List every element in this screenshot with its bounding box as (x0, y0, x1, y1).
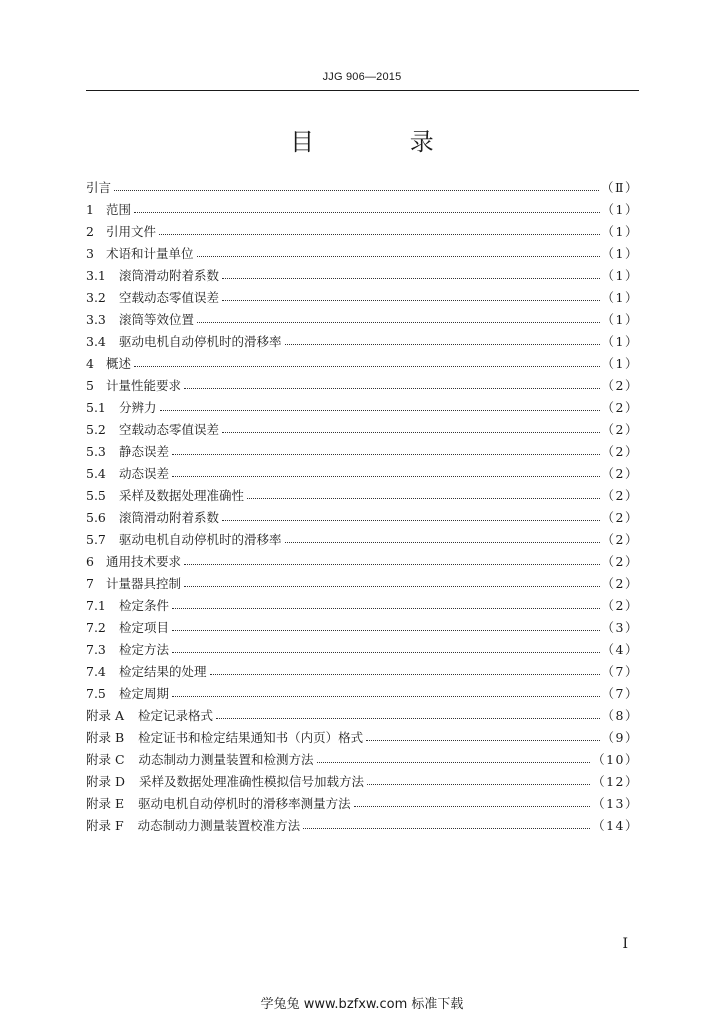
toc-entry[interactable] (86, 198, 639, 220)
toc-entry-page: （1） (601, 312, 639, 327)
toc-entry-page: （14） (592, 818, 639, 833)
toc-entry-label: 通用技术要求 (106, 554, 182, 569)
dot-leader (172, 608, 600, 609)
toc-entry-title (86, 464, 169, 482)
toc-entry-number: 5.3 (86, 444, 106, 459)
toc-entry-number: 2 (86, 224, 94, 239)
toc-entry[interactable] (86, 440, 639, 462)
toc-entry-title (86, 750, 314, 768)
toc-entry[interactable] (86, 638, 639, 660)
dot-leader (134, 366, 600, 367)
toc-entry-number: 7.5 (86, 686, 106, 701)
toc-entry-title (86, 596, 169, 614)
toc-entry-page: （2） (601, 532, 639, 547)
dot-leader (184, 564, 600, 565)
toc-entry-label: 驱动电机自动停机时的滑移率测量方法 (138, 796, 351, 811)
toc-entry-page: （2） (601, 510, 639, 525)
dot-leader (222, 432, 600, 433)
toc-entry-title (86, 200, 131, 218)
toc-entry-title (86, 178, 111, 196)
dot-leader (285, 542, 600, 543)
toc-entry-title (86, 552, 181, 570)
toc-entry-title (86, 662, 207, 680)
toc-entry-page: （13） (592, 796, 639, 811)
toc-entry-title (86, 684, 169, 702)
toc-entry[interactable] (86, 682, 639, 704)
page-title: 目 录 (290, 128, 478, 156)
toc-entry-page: （1） (601, 356, 639, 371)
toc-entry-page: （12） (592, 774, 639, 789)
toc-entry-title (86, 244, 194, 262)
dot-leader (160, 410, 600, 411)
toc-entry[interactable] (86, 792, 639, 814)
toc-entry-title (86, 728, 363, 746)
toc-entry-title (86, 640, 169, 658)
toc-entry-title (86, 354, 131, 372)
toc-entry-title (86, 288, 219, 306)
toc-entry-number: 5.4 (86, 466, 106, 481)
toc-entry-title (86, 794, 351, 812)
toc-entry-label: 空载动态零值误差 (119, 290, 220, 305)
header-rule (86, 90, 639, 91)
table-of-contents (86, 176, 639, 836)
toc-entry-number: 7.3 (86, 642, 106, 657)
toc-entry-page: （8） (601, 708, 639, 723)
toc-entry[interactable] (86, 550, 639, 572)
toc-entry-number: 5.7 (86, 532, 106, 547)
dot-leader (354, 806, 590, 807)
toc-entry-label: 检定周期 (119, 686, 170, 701)
toc-entry-page: （1） (601, 290, 639, 305)
toc-entry-label: 驱动电机自动停机时的滑移率 (119, 532, 282, 547)
toc-entry[interactable] (86, 418, 639, 440)
toc-entry-label: 检定记录格式 (138, 708, 214, 723)
toc-entry-label: 分辨力 (119, 400, 157, 415)
toc-entry-number: 附录 A (86, 708, 125, 723)
toc-entry[interactable] (86, 176, 639, 198)
toc-entry-label: 动态制动力测量装置校准方法 (137, 818, 301, 833)
toc-entry-label: 概述 (106, 356, 132, 371)
toc-entry[interactable] (86, 352, 639, 374)
page-number: Ⅰ (622, 936, 628, 952)
toc-entry-title (86, 574, 181, 592)
toc-entry[interactable] (86, 704, 639, 726)
toc-entry-number: 7 (86, 576, 94, 591)
toc-entry-label: 范围 (106, 202, 132, 217)
toc-entry-page: （2） (601, 598, 639, 613)
toc-entry-number: 7.1 (86, 598, 106, 613)
dot-leader (184, 586, 600, 587)
toc-entry-page: （9） (601, 730, 639, 745)
toc-entry-number: 3.1 (86, 268, 106, 283)
toc-entry-label: 引用文件 (106, 224, 157, 239)
toc-entry[interactable] (86, 286, 639, 308)
dot-leader (222, 520, 600, 521)
toc-entry-number: 7.4 (86, 664, 106, 679)
toc-entry[interactable] (86, 308, 639, 330)
toc-entry-page: （1） (601, 246, 639, 261)
toc-entry-number: 1 (86, 202, 94, 217)
toc-entry[interactable] (86, 484, 639, 506)
toc-entry-page: （1） (601, 202, 639, 217)
toc-entry-number: 5.2 (86, 422, 106, 437)
toc-entry-title (86, 376, 181, 394)
dot-leader (216, 718, 600, 719)
dot-leader (222, 278, 600, 279)
dot-leader (222, 300, 600, 301)
dot-leader (172, 696, 600, 697)
toc-entry[interactable] (86, 242, 639, 264)
toc-entry-title (86, 398, 157, 416)
toc-entry-label: 计量器具控制 (106, 576, 182, 591)
toc-entry-page: （2） (601, 488, 639, 503)
dot-leader (134, 212, 600, 213)
toc-entry-title (86, 530, 282, 548)
toc-entry-label: 空载动态零值误差 (119, 422, 220, 437)
toc-entry[interactable] (86, 462, 639, 484)
toc-entry[interactable] (86, 726, 639, 748)
toc-entry-page: （4） (601, 642, 639, 657)
dot-leader (114, 190, 599, 191)
toc-entry-label: 检定结果的处理 (119, 664, 207, 679)
standard-code: JJG 906—2015 (322, 71, 402, 83)
toc-entry-page: （1） (601, 268, 639, 283)
toc-entry-label: 静态误差 (119, 444, 170, 459)
dot-leader (210, 674, 600, 675)
dot-leader (159, 234, 600, 235)
toc-entry-page: （1） (601, 224, 639, 239)
toc-entry-number: 4 (86, 356, 94, 371)
toc-entry-page: （2） (601, 400, 639, 415)
toc-entry-number: 5.1 (86, 400, 106, 415)
toc-entry-label: 采样及数据处理准确性模拟信号加载方法 (139, 774, 365, 789)
toc-entry-label: 动态误差 (119, 466, 170, 481)
toc-entry-title (86, 618, 169, 636)
toc-entry[interactable] (86, 814, 639, 836)
toc-entry-title (86, 442, 169, 460)
toc-entry-label: 检定方法 (119, 642, 170, 657)
toc-entry[interactable] (86, 506, 639, 528)
toc-entry-number: 5.6 (86, 510, 106, 525)
toc-entry[interactable] (86, 594, 639, 616)
toc-entry-label: 检定证书和检定结果通知书（内页）格式 (138, 730, 364, 745)
toc-entry-page: （7） (601, 664, 639, 679)
toc-entry-page: （2） (601, 576, 639, 591)
dot-leader (172, 476, 600, 477)
toc-entry-title (86, 772, 364, 790)
toc-entry[interactable] (86, 396, 639, 418)
dot-leader (197, 322, 600, 323)
toc-entry-page: （10） (592, 752, 639, 767)
toc-entry[interactable] (86, 660, 639, 682)
dot-leader (367, 784, 590, 785)
toc-entry-title (86, 266, 219, 284)
toc-entry-number: 附录 F (86, 818, 124, 833)
toc-entry[interactable] (86, 264, 639, 286)
toc-entry-number: 5.5 (86, 488, 106, 503)
dot-leader (366, 740, 599, 741)
toc-entry-label: 动态制动力测量装置和检测方法 (138, 752, 314, 767)
dot-leader (197, 256, 600, 257)
toc-entry-number: 附录 E (86, 796, 125, 811)
toc-entry-number: 附录 D (86, 774, 125, 789)
toc-entry[interactable] (86, 374, 639, 396)
toc-entry-label: 检定条件 (119, 598, 170, 613)
toc-entry-title (86, 816, 300, 834)
toc-entry-number: 3.4 (86, 334, 106, 349)
toc-entry[interactable] (86, 330, 639, 352)
toc-entry-label: 术语和计量单位 (106, 246, 194, 261)
toc-entry-label: 引言 (86, 180, 112, 195)
toc-entry-number: 3 (86, 246, 94, 261)
toc-entry[interactable] (86, 528, 639, 550)
toc-entry[interactable] (86, 572, 639, 594)
toc-entry-label: 滚筒滑动附着系数 (119, 268, 220, 283)
toc-entry[interactable] (86, 770, 639, 792)
toc-entry-number: 7.2 (86, 620, 106, 635)
toc-entry-number: 5 (86, 378, 94, 393)
toc-entry[interactable] (86, 748, 639, 770)
toc-entry-page: （3） (601, 620, 639, 635)
toc-entry-page: （Ⅱ） (601, 180, 639, 195)
toc-entry-page: （2） (601, 444, 639, 459)
toc-entry-title (86, 222, 156, 240)
toc-entry-title (86, 508, 219, 526)
toc-entry-number: 3.2 (86, 290, 106, 305)
toc-entry-page: （2） (601, 554, 639, 569)
dot-leader (317, 762, 591, 763)
toc-entry-label: 采样及数据处理准确性 (119, 488, 245, 503)
toc-entry-title (86, 332, 282, 350)
toc-entry-title (86, 706, 213, 724)
dot-leader (172, 652, 600, 653)
toc-entry-number: 3.3 (86, 312, 106, 327)
toc-entry-number: 附录 C (86, 752, 125, 767)
toc-entry-label: 计量性能要求 (106, 378, 182, 393)
toc-entry-label: 检定项目 (119, 620, 170, 635)
dot-leader (172, 630, 600, 631)
toc-entry-title (86, 310, 194, 328)
dot-leader (184, 388, 600, 389)
toc-entry-label: 滚筒滑动附着系数 (119, 510, 220, 525)
dot-leader (303, 828, 590, 829)
toc-entry-page: （2） (601, 422, 639, 437)
toc-entry-label: 滚筒等效位置 (119, 312, 195, 327)
toc-entry[interactable] (86, 220, 639, 242)
toc-entry-page: （1） (601, 334, 639, 349)
dot-leader (172, 454, 600, 455)
toc-entry[interactable] (86, 616, 639, 638)
toc-entry-page: （7） (601, 686, 639, 701)
toc-entry-label: 驱动电机自动停机时的滑移率 (119, 334, 282, 349)
dot-leader (285, 344, 600, 345)
footer-watermark: 学兔兔 www.bzfxw.com 标准下载 (260, 997, 464, 1012)
toc-entry-title (86, 420, 219, 438)
dot-leader (247, 498, 600, 499)
toc-entry-page: （2） (601, 466, 639, 481)
toc-entry-title (86, 486, 244, 504)
toc-entry-number: 6 (86, 554, 94, 569)
toc-entry-number: 附录 B (86, 730, 125, 745)
toc-entry-page: （2） (601, 378, 639, 393)
